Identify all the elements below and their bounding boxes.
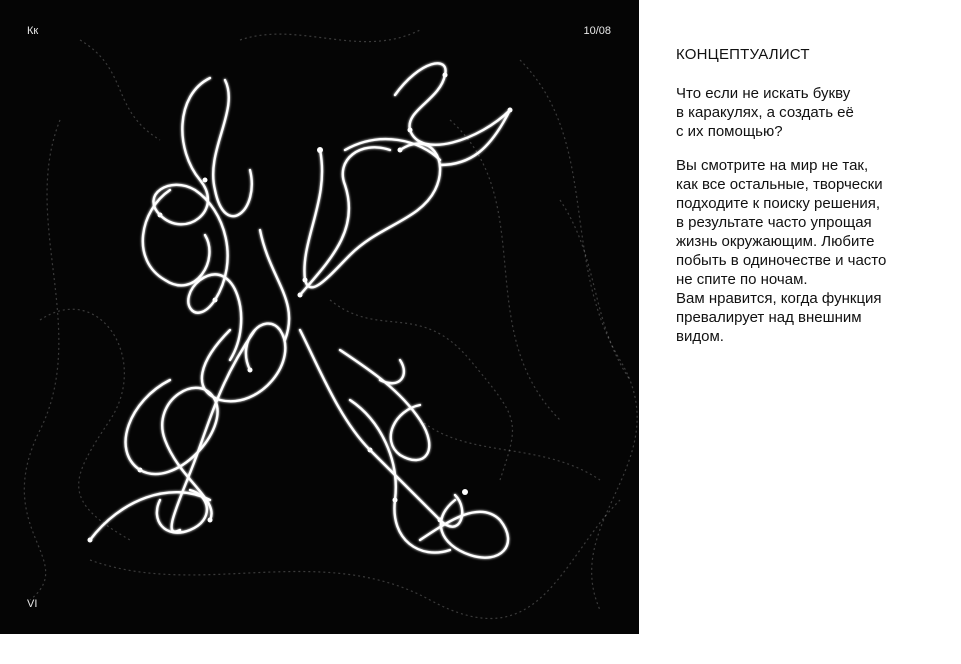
description-text: Вы смотрите на мир не так, как все остальные, творчески подходите к поиску решения, в результате часто упрощая жизнь окружающим. Любите побыть в одиночестве и часто не спите по ночам. Вам нравится, когда функция превалирует над внешним видом.	[676, 157, 887, 345]
question-text: Что если не искать букву в каракулях, а создать её с их помощью?	[676, 85, 854, 140]
corner-label-date: 10/08	[583, 25, 611, 37]
corner-label-letters: Кк	[27, 25, 39, 37]
page-title: КОНЦЕПТУАЛИСТ	[676, 46, 810, 63]
text-panel	[676, 45, 936, 346]
corner-label-number: VI	[27, 598, 38, 610]
